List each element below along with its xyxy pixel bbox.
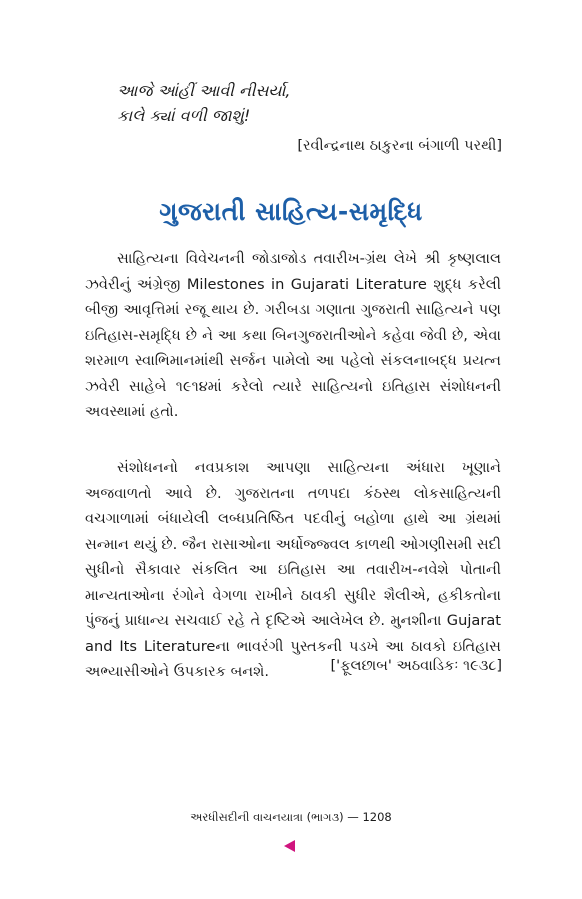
- paragraph: સાહિત્યના વિવેચનની જોડાજોડ તવારીખ-ગ્રંથ લેખે શ્રી કૃષ્ણલાલ ઝવેરીનું અંગ્રેજી Milestones in Gujarati Literature શુદ્ધ કરેલી બીજી આવૃત્તિમાં રજૂ થાય છે. ગરીબડા ગણાતા ગુજરાતી સાહિત્યને પણ ઇતિહાસ-સમૃદ્ધિ છે ને આ કથા બિનગુજરાતીઓને કહેવા જેવી છે, એવા શરમાળ સ્વાભિમાનમાંથી સર્જન પામેલો આ પહેલો સંકલનાબદ્ધ પ્રયત્ન ઝવેરી સાહેબે ૧૯૧૪માં કરેલો ત્યારે સાહિત્યનો ઇતિહાસ સંશોધનની અવસ્થામાં હતો.: [85, 250, 501, 420]
- prev-page-arrow-icon[interactable]: [284, 840, 295, 852]
- paragraph: સંશોધનનો નવપ્રકાશ આપણા સાહિત્યના અંધારા ખૂણાને અજવાળતો આવે છે. ગુજરાતના તળપદા કંઠસ્થ લોકસાહિત્યની વચગાળામાં બંધાયેલી લબ્ધપ્રતિષ્ઠિત પદવીનું બહોળા હાથે આ ગ્રંથમાં સન્માન થયું છે. જૈન રાસાઓના અર્ધોજ્જ્વલ કાળથી ઓગણીસમી સદી સુધીનો સૈકાવાર સંકલિત આ ઇતિહાસ આ તવારીખ-નવેશે પોતાની માન્યતાઓના રંગોને વેગળા રાખીને ઠાવકી સુધીર શૈલીએ, હકીકતોના પુંજનું પ્રાધાન્ય સચવાઈ રહે તે દૃષ્ટિએ આલેખેલ છે. મુનશીના Gujarat and Its Literatureના ભાવરંગી પુસ્તકની પડખે આ ઠાવકો ઇતિહાસ અભ્યાસીઓને ઉપકારક બનશે.: [85, 459, 501, 680]
- poem-line: કાલે ક્યાં વળી જાશું!: [117, 106, 251, 125]
- poem-line: આજે આંહીં આવી નીસર્યા,: [117, 81, 291, 100]
- source-attribution: ['ફૂલછાબ' અઠવાડિકઃ ૧૯૩૮]: [330, 658, 502, 674]
- poem: [117, 78, 291, 128]
- page-footer: અરધીસદીની વાચનયાત્રા (ભાગ૩) — 1208: [190, 810, 392, 824]
- poem-attribution: [રવીન્દ્રનાથ ઠાકુરના બંગાળી પરથી]: [297, 138, 502, 154]
- page-title: ગુજરાતી સાહિત્ય-સમૃદ્ધિ: [159, 197, 423, 226]
